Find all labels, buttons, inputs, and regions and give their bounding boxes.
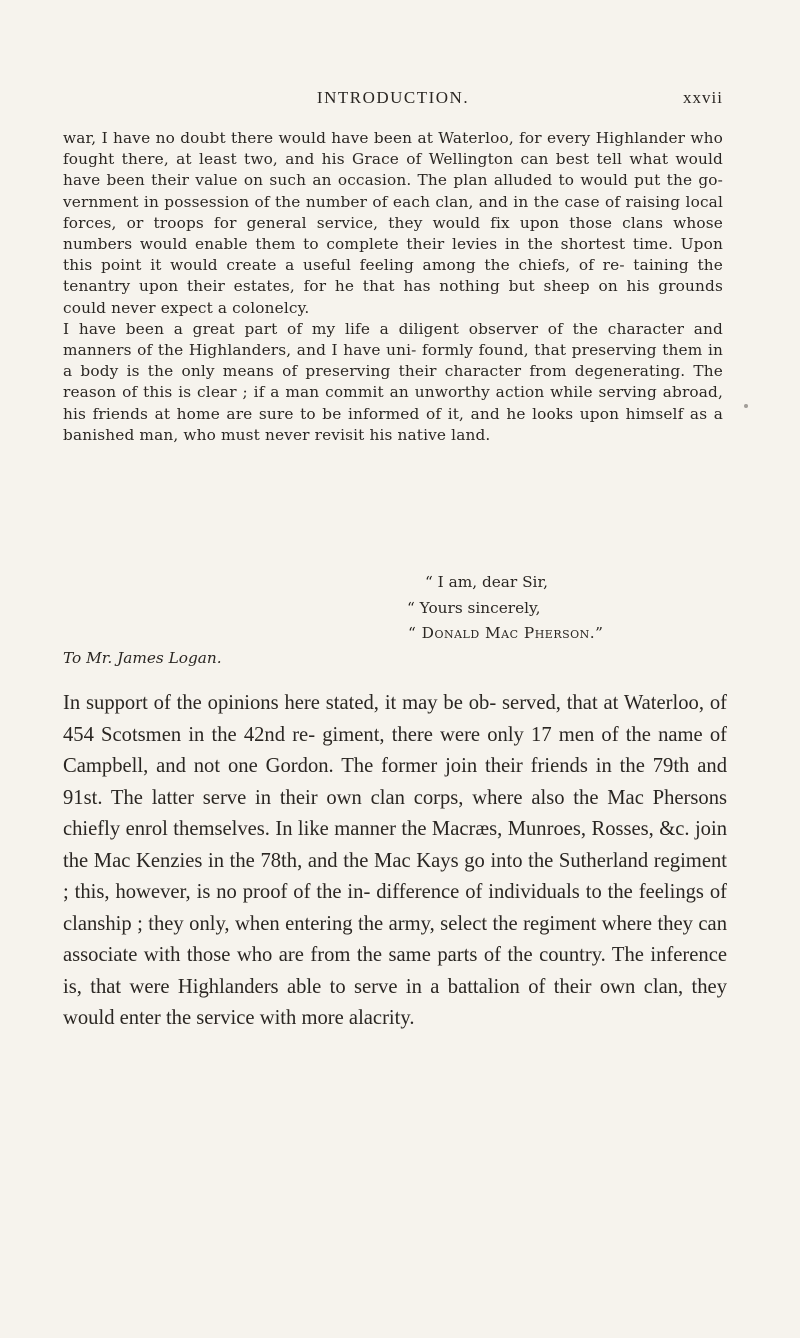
addressee: To Mr. James Logan. — [63, 649, 222, 667]
paper-speck — [744, 404, 748, 408]
letter-paragraph-2: I have been a great part of my life a diligent observer of the character and manners of the Highlanders, and I have uni- formly found, that preserving them in a body is the only means of preserving their character from degenerating. The reason of this is clear ; if a man commit an unworthy action while serving abroad, his friends at home are sure to be informed of it, and he looks upon himself as a banished man, who must never revisit his native land. — [63, 319, 723, 444]
closing-salutation: “ I am, dear Sir, — [425, 573, 548, 591]
closing-valediction: “ Yours sincerely, — [407, 599, 541, 617]
commentary-paragraph — [63, 688, 727, 1035]
signature: “ Donald Mac Pherson.” — [408, 624, 604, 642]
running-title: INTRODUCTION. — [316, 88, 470, 107]
letter-body — [63, 128, 723, 446]
letter-paragraph-1: war, I have no doubt there would have been at Waterloo, for every Highlander who fought there, at least two, and his Grace of Wellington can best tell what would have been their value on such an occasion. The plan alluded to would put the go- vernment in possession of the number of each clan, and in the case of raising local forces, or troops for general service, they would fix upon those clans whose numbers would enable them to complete their levies in the shortest time. Upon this point it would create a useful feeling among the chiefs, of re- taining the tenantry upon their estates, for he that has nothing but sheep on his grounds could never expect a colonelcy. — [63, 129, 723, 317]
page-number: xxvii — [683, 88, 723, 107]
commentary-text: In support of the opinions here stated, it may be ob- served, that at Waterloo, of 454 Scotsmen in the 42nd re- giment, there were only 17 men of the name of Campbell, and not one Gordon. The former join their friends in the 79th and 91st. The latter serve in their own clan corps, where also the Mac Phersons chiefly enrol themselves. In like manner the Macræs, Munroes, Rosses, &c. join the Mac Kenzies in the 78th, and the Mac Kays go into the Sutherland regiment ; this, however, is no proof of the in- difference of individuals to the feelings of clanship ; they only, when entering the army, select the regiment where they can associate with those who are from the same parts of the country. The inference is, that were Highlanders able to serve in a battalion of their own clan, they would enter the service with more alacrity. — [63, 692, 727, 1029]
running-header — [63, 88, 723, 112]
